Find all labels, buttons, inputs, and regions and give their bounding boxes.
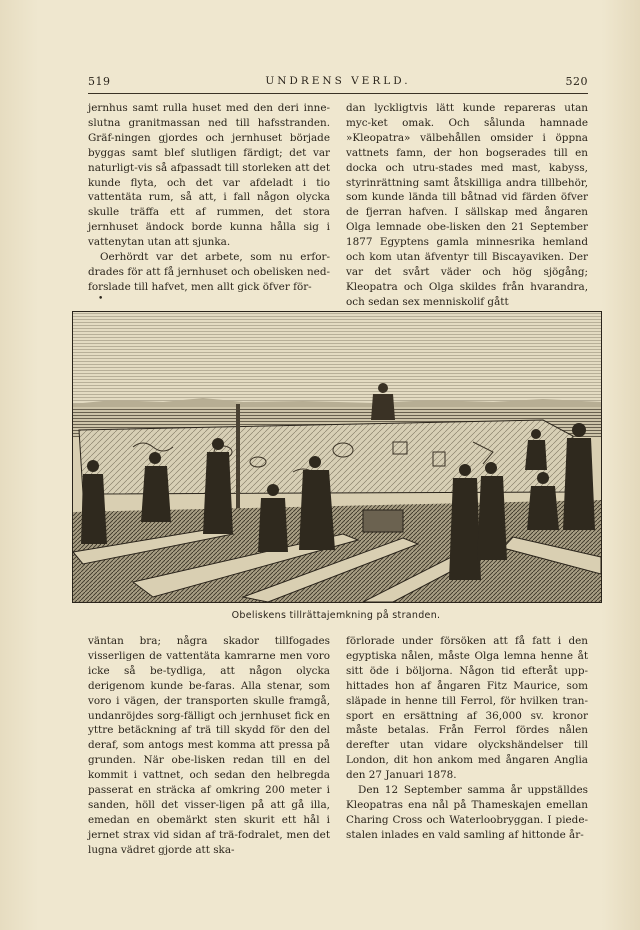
roller	[363, 510, 403, 532]
sky	[73, 312, 601, 404]
paragraph: Oerhördt var det arbete, som nu erfor-drades för att få jernhuset och obelisken ned-forslade till hafvet, men allt gick öfver för-	[88, 251, 330, 293]
header-rule	[88, 93, 588, 94]
engraving-illustration	[72, 311, 602, 603]
paragraph: Den 12 September samma år uppställdes Kleopatras ena nål på Thameskajen emellan Charing Cross och Waterloobryggan. I piede-stalen inlades en vald samling af hittonde år-	[346, 784, 588, 841]
column-top-left	[88, 101, 330, 295]
column-bottom-left	[88, 634, 330, 858]
figure-caption: Obeliskens tillrättajemkning på stranden.	[231, 610, 441, 621]
paragraph: dan lyckligtvis lätt kunde repareras utan myc-ket omak. Och sålunda hamnade »Kleopatra» välbehållen omsider i öppna vattnets famn, der hon bogserades till en docka och utru-stades med mast, kabyss, styrinrättning samt åtskilliga andra tillbehör, som kunde lända till båtnad vid färden öfver de fjerran hafven. I sällskap med ångaren Olga lemnade obe-lisken den 21 September 1877 Egyptens gamla minnesrika hemland och kom utan äfventyr till Biscayaviken. Der var det svårt väder och hög sjögång; Kleopatra och Olga skildes från hvarandra, och sedan sex menniskolif gått	[346, 102, 588, 308]
column-bottom-right	[346, 634, 588, 843]
paragraph: jernhus samt rulla huset med den deri inne-slutna granitmassan ned till hafsstranden. Gräf-ningen gjordes och jernhuset började byggas samt blef slutligen färdigt; det var naturligt-vis så afpassadt till storleken att det kunde flyta, och det var afdeladt i tio vattentäta rum, så att, i fall någon olycka skulle träffa ett af rummen, det stora jernhuset ändock borde kunna hålla sig i vattenytan utan att sjunka.	[88, 102, 330, 249]
running-header	[88, 75, 588, 93]
running-title: UNDRENS VERLD.	[265, 75, 411, 87]
column-top-right	[346, 101, 588, 310]
page-number-right: 520	[565, 75, 588, 88]
engraving-drawing	[73, 312, 601, 602]
page-number-left: 519	[88, 75, 111, 88]
paragraph: väntan bra; några skador tillfogades visserligen de vattentäta kamrarne men voro icke så be-tydliga, att någon olycka derigenom kunde be-faras. Alla stenar, som voro i vägen, der transporten skulle framgå, undanröjdes sorg-fälligt och jernhuset fick en yttre betäckning af trä till skydd för den del deraf, som antogs mest komma att pressa på grunden. När obe-lisken redan till en del kommit i vattnet, och sedan den helbregda passerat en sträcka af omkring 200 meter i sanden, höll det visser-ligen på att gå illa, emedan en obemärkt sten skurit ett hål i jernet strax vid sidan af trä-fodralet, men det lugna vädret gjorde att ska-	[88, 635, 330, 856]
paragraph: förlorade under försöken att få fatt i den egyptiska nålen, måste Olga lemna henne åt sitt öde i böljorna. Någon tid efteråt upp-hittades hon af ångaren Fitz Maurice, som släpade in henne till Ferrol, för hvilken tran-sport en ersättning af 36,000 sv. kronor måste betalas. Från Ferrol fördes nålen derefter utan vidare olyckshändelser till London, dit hon ankom med ångaren Anglia den 27 Januari 1878.	[346, 635, 588, 782]
ink-mark: •	[98, 294, 104, 304]
